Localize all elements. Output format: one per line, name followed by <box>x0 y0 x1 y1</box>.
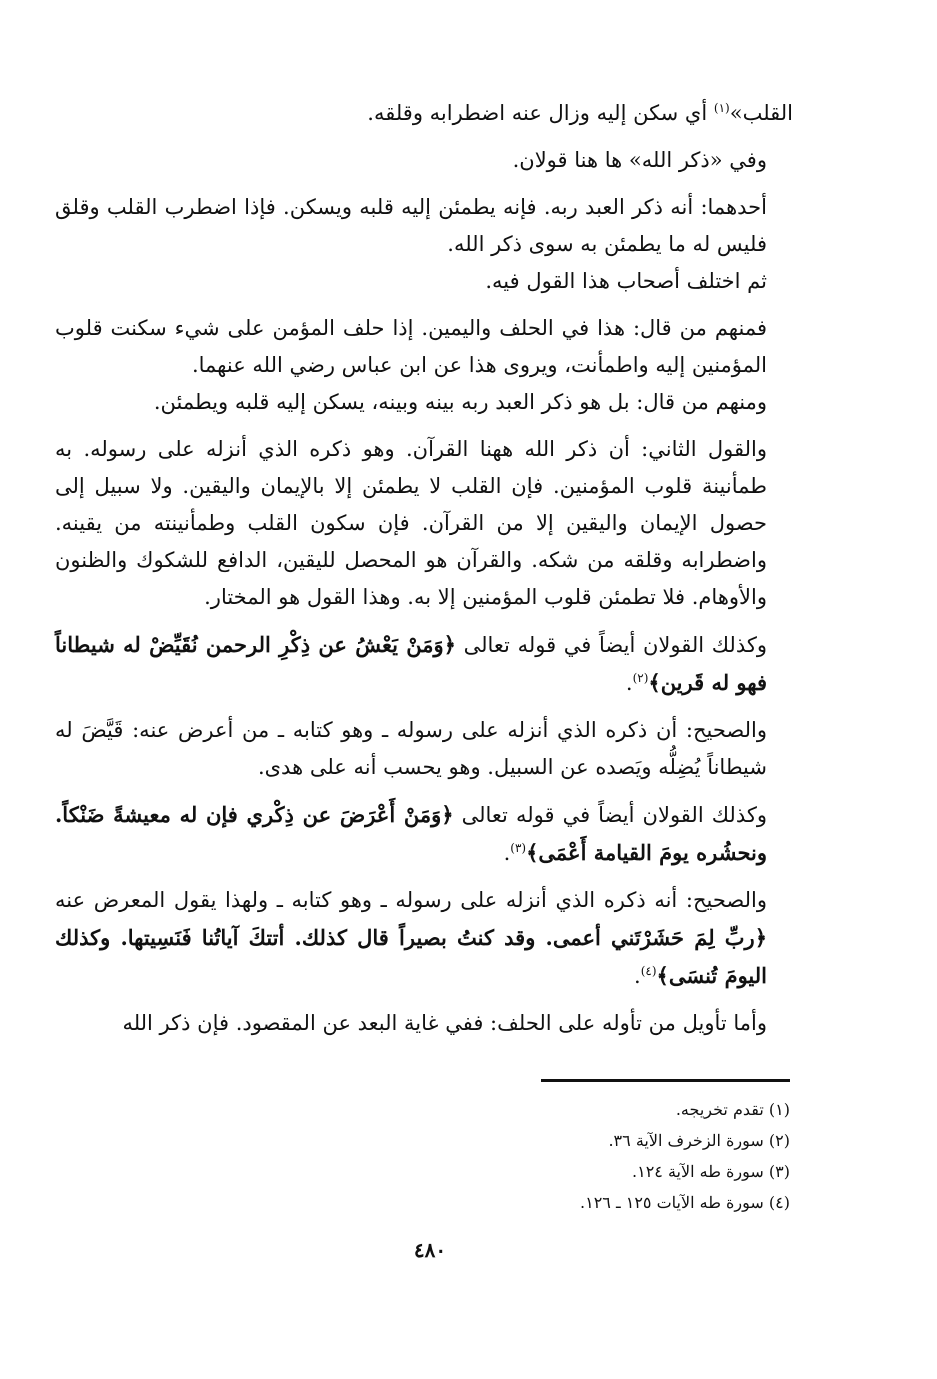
paragraph-text: القلب» <box>729 101 793 125</box>
paragraph-text: أحدهما: أنه ذكر العبد ربه. فإنه يطمئن إليه قلبه ويسكن. فإذا اضطرب القلب وقلق فليس له ما يطمئن به سوى ذكر الله. <box>55 195 767 256</box>
paragraph <box>55 263 793 300</box>
paragraph-text: والصحيح: أن ذكره الذي أنزله على رسوله ـ وهو كتابه ـ من أعرض عنه: قَيَّضَ له شيطاناً يُضِلُّه ويَصده عن السبيل. وهو يحسب أنه على هدى. <box>55 718 767 779</box>
paragraph <box>55 431 793 616</box>
paragraph <box>55 310 793 384</box>
paragraph-text: . <box>634 964 641 988</box>
footnote-reference: (١) <box>713 101 730 115</box>
paragraph-text: والقول الثاني: أن ذكر الله ههنا القرآن. وهو ذكره الذي أنزله على رسوله. به طمأنينة قلوب المؤمنين. فإن القلب لا يطمئن إلا بالإيمان واليقين. ولا سبيل إلى حصول الإيمان واليقين إلا من القرآن. فإن سكون القلب وطمأنينته من يقينه. واضطرابه وقلقه من شكه. والقرآن هو المحصل لليقين، الدافع للشكوك والظنون والأوهام. فلا تطمئن قلوب المؤمنين إلا به. وهذا القول هو المختار. <box>55 437 767 609</box>
footnote-item: (٣) سورة طه الآية ١٢٤. <box>632 1162 790 1181</box>
footnotes <box>400 1094 790 1218</box>
paragraph <box>55 712 793 786</box>
paragraph <box>55 796 793 872</box>
footnote-item: (٤) سورة طه الآيات ١٢٥ ـ ١٢٦. <box>580 1193 790 1212</box>
paragraph <box>55 882 793 995</box>
footnote-reference: (٢) <box>632 671 649 685</box>
footnote-reference: (٤) <box>640 964 657 978</box>
footnote-separator <box>541 1079 790 1082</box>
paragraph <box>55 384 793 421</box>
paragraph-text: أي سكن إليه وزال عنه اضطرابه وقلقه. <box>367 101 714 125</box>
paragraph-text: والصحيح: أنه ذكره الذي أنزله على رسوله ـ وهو كتابه ـ ولهذا يقول المعرض عنه <box>55 888 767 912</box>
footnote-item: (٢) سورة الزخرف الآية ٣٦. <box>608 1131 790 1150</box>
paragraph-text: وفي «ذكر الله» ها هنا قولان. <box>512 148 767 172</box>
paragraph-text: فمنهم من قال: هذا في الحلف واليمين. إذا حلف المؤمن على شيء سكنت قلوب المؤمنين إليه واطمأنت، ويروى هذا عن ابن عباس رضي الله عنهما. <box>55 316 768 377</box>
quran-quote: ﴿ربِّ لِمَ حَشَرْتَني أعمى. وقد كنتُ بصيراً قال كذلك. أتتكَ آياتُنا فَنَسِيتها. وكذلك اليومَ تُنسَى﴾ <box>55 925 767 988</box>
paragraph-text: وأما تأويل من تأوله على الحلف: ففي غاية البعد عن المقصود. فإن ذكر الله <box>122 1011 767 1035</box>
paragraph-text: ثم اختلف أصحاب هذا القول فيه. <box>485 269 767 293</box>
paragraph <box>55 142 793 179</box>
footnote-item: (١) تقدم تخريجه. <box>675 1100 790 1119</box>
paragraph <box>55 1005 793 1042</box>
paragraph-text: وكذلك القولان أيضاً في قوله تعالى <box>455 633 767 657</box>
paragraph <box>55 189 793 263</box>
paragraph <box>55 95 793 132</box>
footnote-reference: (٣) <box>510 841 527 855</box>
quran-quote: ﴿وَمَنْ أَعْرَضَ عن ذِكْري فإن له معيشةً ضَنْكاً. ونحشُره يومَ القيامة أَعْمَى﴾ <box>55 802 767 865</box>
paragraph-text: . <box>503 841 511 865</box>
paragraph <box>55 626 793 702</box>
main-text <box>55 95 793 1052</box>
page-number: ٤٨٠ <box>413 1238 447 1262</box>
paragraph-text: . <box>625 671 633 695</box>
paragraph-text: ومنهم من قال: بل هو ذكر العبد ربه بينه وبينه، يسكن إليه قلبه ويطمئن. <box>153 390 767 414</box>
paragraph-text: وكذلك القولان أيضاً في قوله تعالى <box>453 803 767 827</box>
quran-quote: ﴿وَمَنْ يَعْشُ عن ذِكْرِ الرحمن نُقَيِّضْ له شيطاناً فهو له قَرين﴾ <box>55 632 767 695</box>
